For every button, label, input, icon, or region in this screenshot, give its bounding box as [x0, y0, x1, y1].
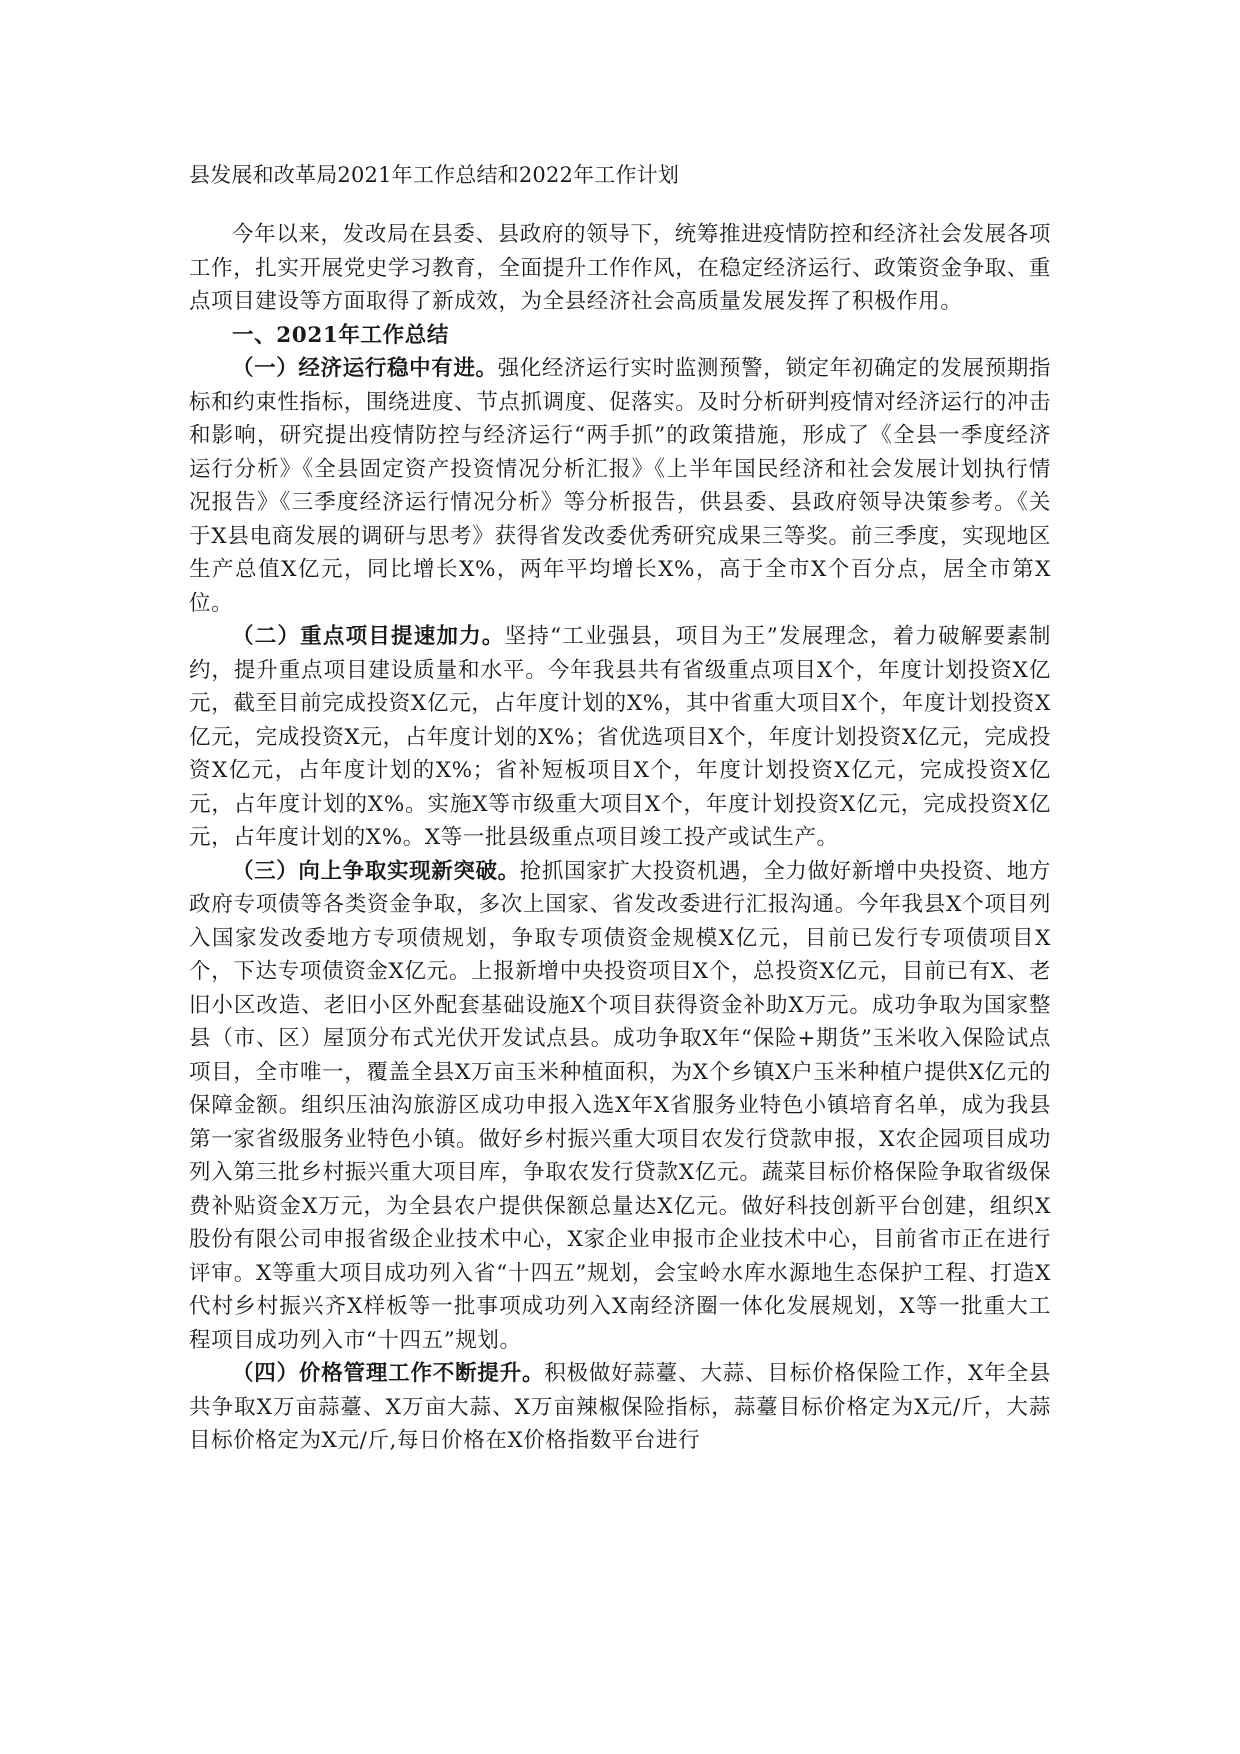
item-body: 强化经济运行实时监测预警，锁定年初确定的发展预期指标和约束性指标，围绕进度、节点抓调度、促落实。及时分析研判疫情对经济运行的冲击和影响，研究提出疫情防控与经济运行“两手抓”的政策措施，形成了《全县一季度经济运行分析》《全县固定资产投资情况分析汇报》《上半年国民经济和社会发展计划执行情况报告》《三季度经济运行情况分析》等分析报告，供县委、县政府领导决策参考。《关于X县电商发展的调研与思考》获得省发改委优秀研究成果三等奖。前三季度，实现地区生产总值X亿元，同比增长X%，两年平均增长X%，高于全市X个百分点，居全市第X位。 — [189, 356, 1051, 616]
item-body: 抢抓国家扩大投资机遇，全力做好新增中央投资、地方政府专项债等各类资金争取，多次上国家、省发改委进行汇报沟通。今年我县X个项目列入国家发改委地方专项债规划，争取专项债资金规模X亿元，目前已发行专项债项目X个，下达专项债资金X亿元。上报新增中央投资项目X个，总投资X亿元，目前已有X、老旧小区改造、老旧小区外配套基础设施X个项目获得资金补助X万元。成功争取为国家整县（市、区）屋顶分布式光伏开发试点县。成功争取X年“保险+期货”玉米收入保险试点项目，全市唯一，覆盖全县X万亩玉米种植面积，为X个乡镇X户玉米种植户提供X亿元的保障金额。组织压油沟旅游区成功申报入选X年X省服务业特色小镇培育名单，成为我县第一家省级服务业特色小镇。做好乡村振兴重大项目农发行贷款申报，X农企园项目成功列入第三批乡村振兴重大项目库，争取农发行贷款X亿元。蔬菜目标价格保险争取省级保费补贴资金X万元，为全县农户提供保额总量达X亿元。做好科技创新平台创建，组织X股份有限公司申报省级企业技术中心，X家企业申报市企业技术中心，目前省市正在进行评审。X等重大项目成功列入省“十四五”规划，会宝岭水库水源地生态保护工程、打造X代村乡村振兴齐X样板等一批事项成功列入X南经济圈一体化发展规划，X等一批重大工程项目成功列入市“十四五”规划。 — [189, 858, 1051, 1353]
section-heading-2021-summary: 一、2021年工作总结 — [232, 322, 449, 348]
item-price-management — [189, 1357, 1051, 1458]
document-title: 县发展和改革局2021年工作总结和2022年工作计划 — [189, 163, 680, 187]
item-upward-funding — [189, 855, 1051, 1358]
item-key-projects — [189, 620, 1051, 855]
intro-paragraph: 今年以来，发改局在县委、县政府的领导下，统筹推进疫情防控和经济社会发展各项工作，扎实开展党史学习教育，全面提升工作作风，在稳定经济运行、政策资金争取、重点项目建设等方面取得了新成效，为全县经济社会高质量发展发挥了积极作用。 — [189, 222, 1051, 314]
item-lead: （四）价格管理工作不断提升。 — [232, 1361, 545, 1386]
item-body: 坚持“工业强县，项目为王”发展理念，着力破解要素制约，提升重点项目建设质量和水平。今年我县共有省级重点项目X个，年度计划投资X亿元，截至目前完成投资X亿元，占年度计划的X%，其中省重大项目X个，年度计划投资X亿元，完成投资X元，占年度计划的X%；省优选项目X个，年度计划投资X亿元，完成投资X亿元，占年度计划的X%；省补短板项目X个，年度计划投资X亿元，完成投资X亿元，占年度计划的X%。实施X等市级重大项目X个，年度计划投资X亿元，完成投资X亿元，占年度计划的X%。X等一批县级重点项目竣工投产或试生产。 — [189, 624, 1051, 850]
item-lead: （三）向上争取实现新突破。 — [232, 858, 520, 884]
item-body: 积极做好蒜薹、大蒜、目标价格保险工作，X年全县共争取X万亩蒜薹、X万亩大蒜、X万亩辣椒保险指标，蒜薹目标价格定为X元/斤，大蒜目标价格定为X元/斤,每日价格在X价格指数平台进行 — [189, 1361, 1051, 1453]
item-lead: （二）重点项目提速加力。 — [232, 624, 505, 649]
item-economic-operation — [189, 352, 1051, 620]
document-content — [189, 160, 1051, 1458]
item-lead: （一）经济运行稳中有进。 — [232, 356, 498, 381]
